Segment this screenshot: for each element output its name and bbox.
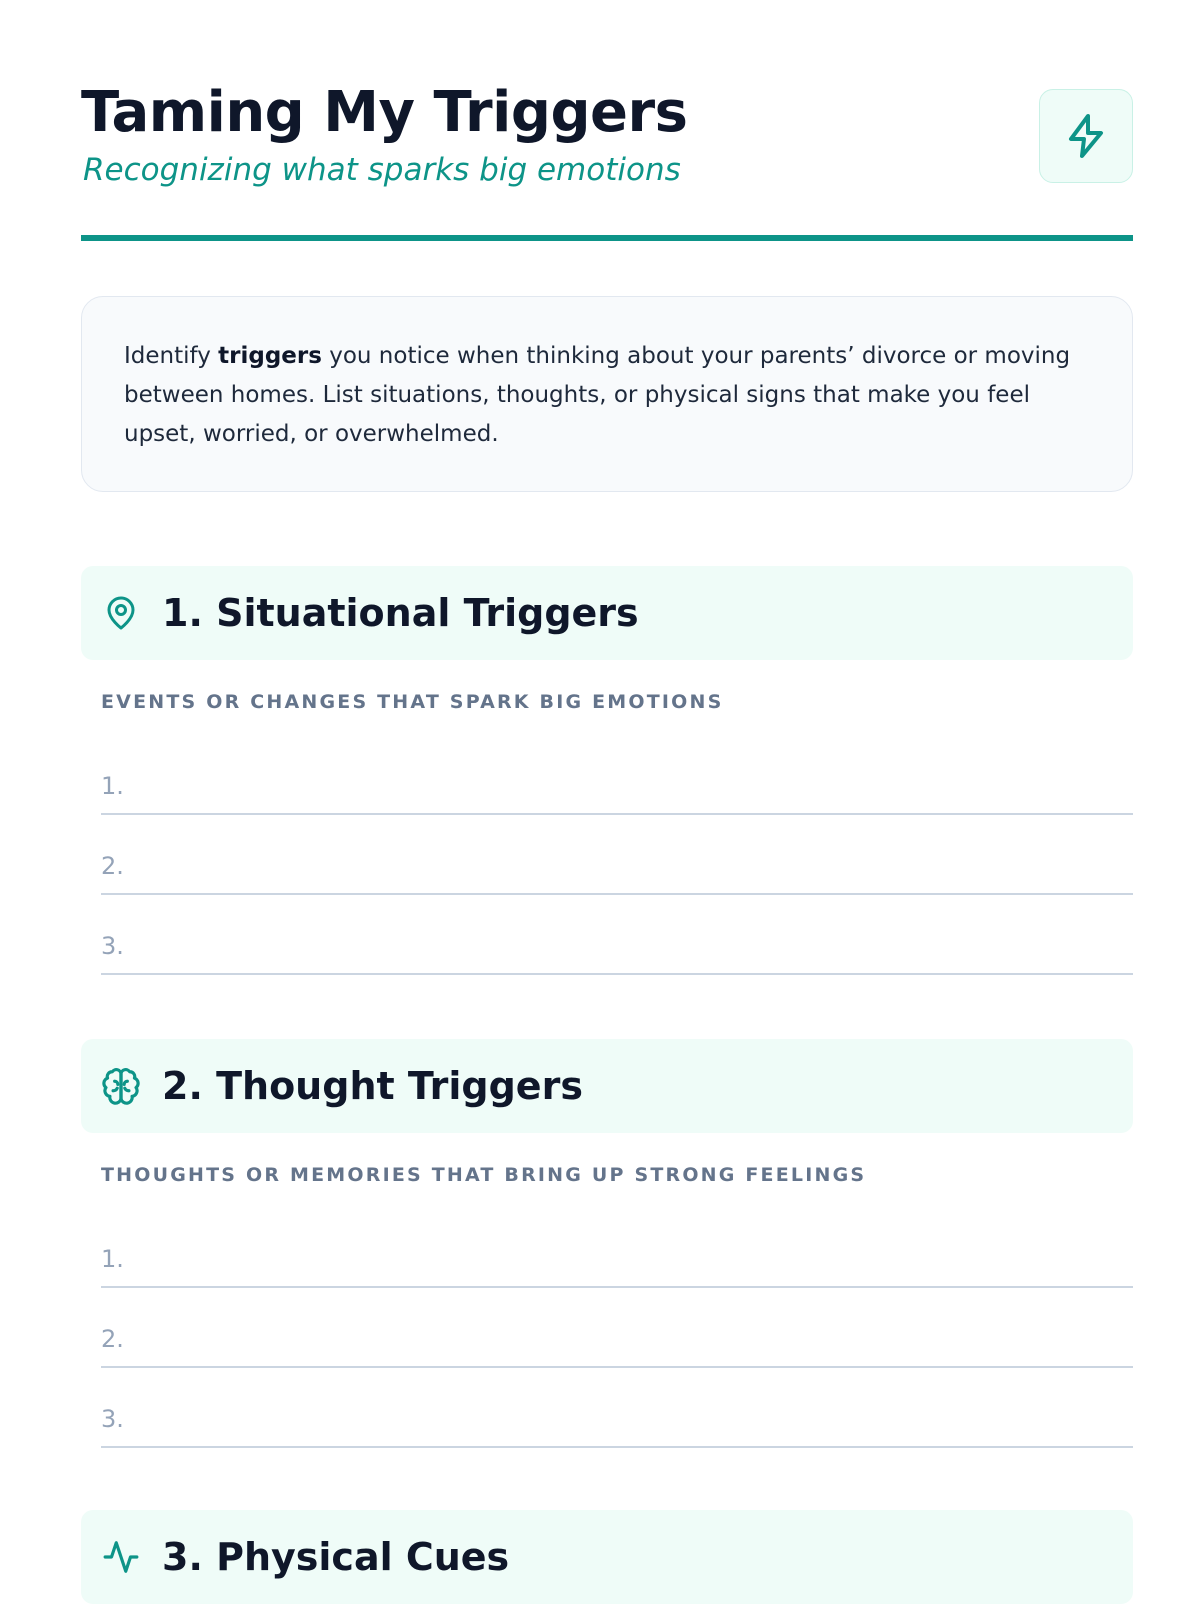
line-number: 2. (101, 852, 124, 880)
line-number: 3. (101, 1405, 124, 1433)
line-number: 1. (101, 1245, 124, 1273)
section-situational-triggers (81, 566, 1133, 975)
intro-text-start: Identify (124, 343, 219, 369)
intro-bold-keyword: triggers (218, 343, 322, 369)
answer-lines (101, 1208, 1133, 1448)
line-number: 2. (101, 1325, 124, 1353)
header-divider (81, 235, 1133, 241)
page-subtitle: Recognizing what sparks big emotions (83, 152, 681, 188)
activity-pulse-icon (101, 1537, 141, 1577)
section-title: 2. Thought Triggers (162, 1064, 583, 1108)
answer-line[interactable] (101, 735, 1133, 815)
section-header (81, 1039, 1133, 1133)
answer-line[interactable] (101, 1368, 1133, 1448)
header-badge (1039, 89, 1133, 183)
section-physical-cues (81, 1510, 1133, 1604)
worksheet-header (81, 0, 1133, 244)
brain-icon (101, 1066, 141, 1106)
section-header (81, 566, 1133, 660)
section-subtitle: THOUGHTS OR MEMORIES THAT BRING UP STRONG FEELINGS (101, 1164, 867, 1186)
line-number: 1. (101, 772, 124, 800)
answer-lines (101, 735, 1133, 975)
answer-line[interactable] (101, 815, 1133, 895)
section-thought-triggers (81, 1039, 1133, 1448)
map-pin-icon (101, 593, 141, 633)
answer-line[interactable] (101, 1208, 1133, 1288)
line-number: 3. (101, 932, 124, 960)
lightning-bolt-icon (1062, 112, 1110, 160)
worksheet-page (81, 0, 1133, 1579)
page-title: Taming My Triggers (81, 80, 688, 145)
intro-text-end: you notice when thinking about your parents’ divorce or moving between homes. List situations, thoughts, or physical signs that make you feel upset, worried, or overwhelmed. (124, 343, 1071, 447)
section-subtitle: EVENTS OR CHANGES THAT SPARK BIG EMOTIONS (101, 691, 724, 713)
instructions-card (81, 296, 1133, 492)
answer-line[interactable] (101, 895, 1133, 975)
section-title: 3. Physical Cues (162, 1535, 510, 1579)
section-header (81, 1510, 1133, 1604)
section-title: 1. Situational Triggers (162, 591, 639, 635)
answer-line[interactable] (101, 1288, 1133, 1368)
